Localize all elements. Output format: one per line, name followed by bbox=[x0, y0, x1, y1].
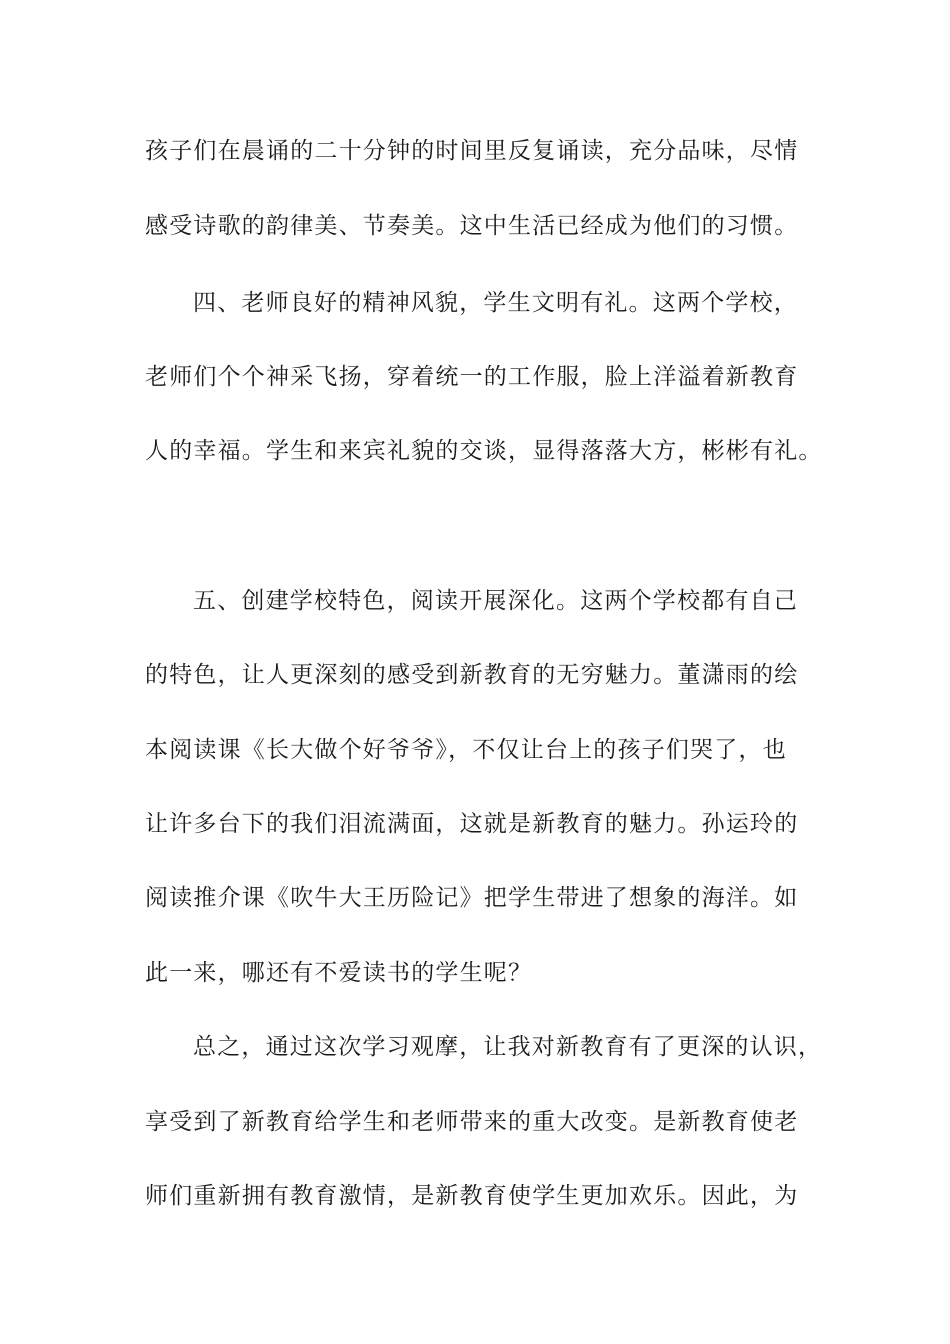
paragraph-heading-five: 五、创建学校特色，阅读开展深化。这两个学校都有自己 bbox=[193, 588, 798, 614]
text-line: 此一来，哪还有不爱读书的学生呢？ bbox=[145, 960, 533, 986]
text-line: 的特色，让人更深刻的感受到新教育的无穷魅力。董潇雨的绘 bbox=[145, 662, 799, 688]
text-line: 阅读推介课《吹牛大王历险记》把学生带进了想象的海洋。如 bbox=[145, 885, 799, 911]
text-line: 让许多台下的我们泪流满面，这就是新教育的魅力。孙运玲的 bbox=[145, 811, 799, 837]
text-line: 人的幸福。学生和来宾礼貌的交谈，显得落落大方，彬彬有礼。 bbox=[145, 438, 823, 464]
text-line: 师们重新拥有教育激情，是新教育使学生更加欢乐。因此，为 bbox=[145, 1183, 799, 1209]
paragraph-heading-four: 四、老师良好的精神风貌，学生文明有礼。这两个学校， bbox=[193, 290, 798, 316]
text-line: 孩子们在晨诵的二十分钟的时间里反复诵读，充分品味，尽情 bbox=[145, 138, 799, 164]
text-line: 本阅读课《长大做个好爷爷》，不仅让台上的孩子们哭了，也 bbox=[145, 737, 787, 763]
text-line: 享受到了新教育给学生和老师带来的重大改变。是新教育使老 bbox=[145, 1109, 799, 1135]
text-line: 感受诗歌的韵律美、节奏美。这中生活已经成为他们的习惯。 bbox=[145, 213, 799, 239]
paragraph-conclusion: 总之，通过这次学习观摩，让我对新教育有了更深的认识， bbox=[193, 1034, 823, 1060]
text-line: 老师们个个神采飞扬，穿着统一的工作服，脸上洋溢着新教育 bbox=[145, 364, 799, 390]
